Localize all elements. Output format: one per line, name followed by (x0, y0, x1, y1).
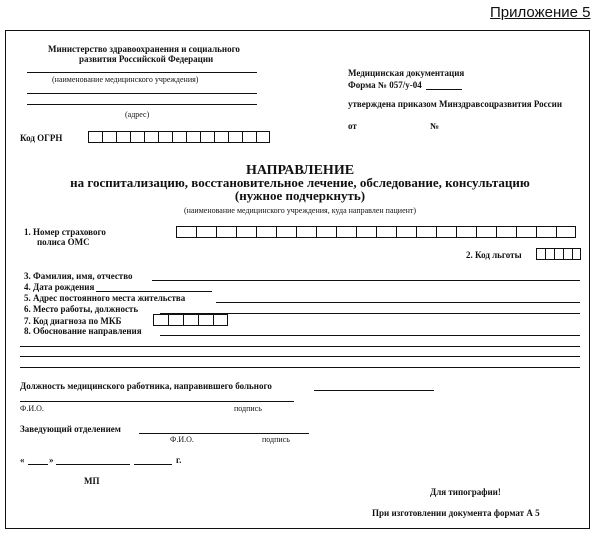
fullname-field[interactable] (152, 280, 580, 281)
target-institution-caption: (наименование медицинского учреждения, куда направлен пациент) (183, 206, 417, 215)
year-suffix: г. (176, 455, 182, 465)
benefit-label: 2. Код льготы (466, 250, 522, 260)
date-month-field[interactable] (56, 464, 130, 465)
approved-from-label: от (348, 121, 357, 131)
approved-number-label: № (430, 121, 440, 131)
policy-cell[interactable] (496, 226, 516, 238)
policy-cell[interactable] (276, 226, 296, 238)
icd-cell[interactable] (153, 314, 168, 326)
benefit-cell[interactable] (572, 248, 581, 260)
policy-cell[interactable] (236, 226, 256, 238)
policy-cell[interactable] (516, 226, 536, 238)
ministry-line2: развития Российской Федерации (79, 54, 214, 64)
policy-cell[interactable] (436, 226, 456, 238)
ogrn-label: Код ОГРН (20, 133, 63, 143)
form-number: Форма № 057/у-04 (348, 80, 422, 90)
position-label: Должность медицинского работника, направившего больного (20, 381, 272, 391)
address-label: 5. Адрес постоянного места жительства (24, 293, 186, 303)
institution-line-2 (27, 93, 257, 94)
head-sign-caption: подпись (262, 435, 290, 444)
ogrn-cell[interactable] (172, 131, 186, 143)
policy-cell[interactable] (356, 226, 376, 238)
ogrn-cell[interactable] (158, 131, 172, 143)
fio-caption: Ф.И.О. (20, 404, 44, 413)
policy-cell[interactable] (476, 226, 496, 238)
ogrn-cell[interactable] (228, 131, 242, 143)
ogrn-cell[interactable] (186, 131, 200, 143)
icd-cell[interactable] (183, 314, 198, 326)
appendix-label: Приложение 5 (490, 4, 591, 21)
printing-title: Для типографии! (430, 487, 501, 497)
policy-cell[interactable] (176, 226, 196, 238)
icd-label: 7. Код диагноза по МКБ (24, 316, 122, 326)
policy-cell[interactable] (416, 226, 436, 238)
ministry-line1: Министерство здравоохранения и социального (48, 44, 240, 54)
institution-caption: (наименование медицинского учреждения) (52, 75, 199, 84)
policy-cell[interactable] (296, 226, 316, 238)
fio-sign-line[interactable] (20, 401, 294, 402)
policy-cell[interactable] (256, 226, 276, 238)
policy-cell[interactable] (376, 226, 396, 238)
birthdate-field[interactable] (96, 291, 212, 292)
icd-cell[interactable] (168, 314, 183, 326)
stamp-label: МП (84, 476, 100, 486)
policy-cell[interactable] (396, 226, 416, 238)
ogrn-cell[interactable] (88, 131, 102, 143)
form-title: НАПРАВЛЕНИЕ (245, 163, 355, 178)
reason-line-3[interactable] (20, 356, 580, 357)
birthdate-label: 4. Дата рождения (24, 282, 95, 292)
form-note: (нужное подчеркнуть) (234, 188, 366, 203)
position-field[interactable] (314, 390, 434, 391)
reason-field[interactable] (160, 335, 580, 336)
benefit-cell[interactable] (536, 248, 545, 260)
benefit-cell[interactable] (545, 248, 554, 260)
policy-cell[interactable] (456, 226, 476, 238)
policy-number-cells[interactable] (176, 226, 576, 238)
fullname-label: 3. Фамилия, имя, отчество (24, 271, 133, 281)
benefit-cell[interactable] (554, 248, 563, 260)
date-close-quote: » (49, 455, 54, 465)
icd-code-cells[interactable] (153, 314, 228, 326)
reason-label: 8. Обоснование направления (24, 326, 142, 336)
ogrn-cell[interactable] (102, 131, 116, 143)
sign-caption: подпись (234, 404, 262, 413)
icd-cell[interactable] (198, 314, 213, 326)
policy-cell[interactable] (196, 226, 216, 238)
policy-cell[interactable] (216, 226, 236, 238)
printing-format: При изготовлении документа формат А 5 (372, 508, 540, 518)
date-open-quote: « (20, 455, 25, 465)
head-sign-line[interactable] (139, 433, 309, 434)
head-label: Заведующий отделением (20, 424, 121, 434)
approved-text: утверждена приказом Минздравсоцразвития России (348, 99, 563, 109)
icd-cell[interactable] (213, 314, 228, 326)
policy-label-line2: полиса ОМС (37, 237, 90, 247)
ogrn-cell[interactable] (130, 131, 144, 143)
doc-type: Медицинская документация (348, 68, 465, 78)
date-day-field[interactable] (28, 464, 48, 465)
policy-label-line1: 1. Номер страхового (24, 227, 106, 237)
reason-line-4[interactable] (20, 367, 580, 368)
ogrn-cell[interactable] (214, 131, 228, 143)
benefit-code-cells[interactable] (536, 248, 581, 260)
ogrn-cell[interactable] (144, 131, 158, 143)
policy-cell[interactable] (536, 226, 556, 238)
form-number-line (426, 89, 462, 90)
address-caption: (адрес) (125, 110, 150, 119)
ogrn-cell[interactable] (200, 131, 214, 143)
policy-cell[interactable] (556, 226, 576, 238)
address-field[interactable] (216, 302, 580, 303)
benefit-cell[interactable] (563, 248, 572, 260)
ogrn-code-cells[interactable] (88, 131, 270, 143)
ogrn-cell[interactable] (116, 131, 130, 143)
address-line-1 (27, 104, 257, 105)
institution-line (27, 72, 257, 73)
ogrn-cell[interactable] (242, 131, 256, 143)
policy-cell[interactable] (316, 226, 336, 238)
reason-line-2[interactable] (20, 346, 580, 347)
form-subtitle: на госпитализацию, восстановительное лечение, обследование, консультацию (70, 175, 530, 190)
policy-cell[interactable] (336, 226, 356, 238)
date-year-field[interactable] (134, 464, 172, 465)
workplace-label: 6. Место работы, должность (24, 304, 139, 314)
head-fio-caption: Ф.И.О. (170, 435, 194, 444)
ogrn-cell[interactable] (256, 131, 270, 143)
